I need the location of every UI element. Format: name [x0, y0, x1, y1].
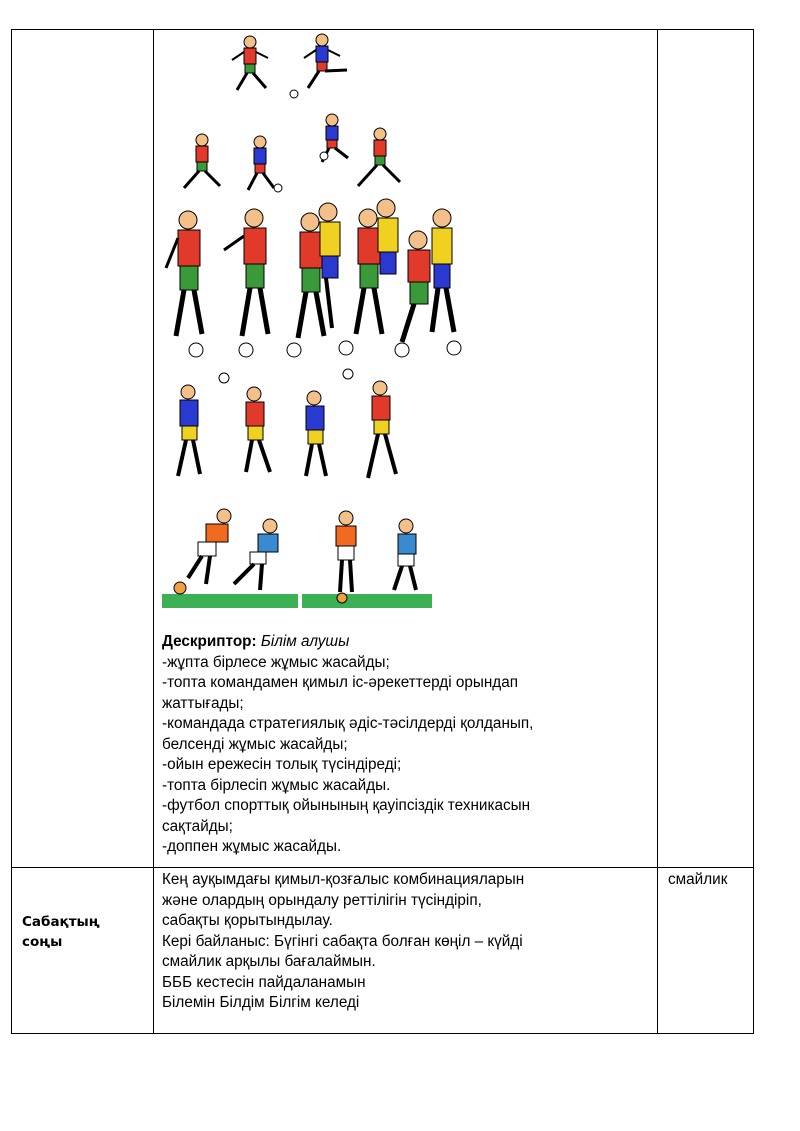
- descriptor-subject: Білім алушы: [260, 633, 350, 650]
- descriptor-line: белсенді жұмыс жасайды;: [162, 735, 348, 753]
- player-figure: [368, 381, 396, 478]
- player-figure: [336, 511, 356, 592]
- figure-players-heading: [162, 368, 412, 490]
- player-figure: [248, 136, 274, 190]
- ball-icon: [287, 343, 301, 357]
- player-figure: [166, 211, 202, 336]
- resource-text: смайлик: [668, 871, 728, 888]
- player-figure: [304, 34, 347, 88]
- stage-cell: [12, 868, 154, 1034]
- end-line: смайлик арқылы бағалаймын.: [162, 953, 376, 970]
- table-row: [12, 30, 754, 868]
- descriptor-heading: [162, 632, 653, 653]
- end-line: Білемін Білдім Білгім келеді: [162, 994, 360, 1011]
- grass-strip: [302, 594, 432, 608]
- figure-players-group: [162, 198, 467, 368]
- descriptor-line: -жұпта бірлесе жұмыс жасайды;: [162, 653, 390, 671]
- descriptor-line: -топта бірлесіп жұмыс жасайды.: [162, 776, 391, 794]
- ball-icon: [219, 373, 229, 383]
- player-figure: [306, 391, 326, 476]
- resource-cell-empty: [658, 30, 754, 868]
- stage-cell-empty: [12, 30, 154, 868]
- end-line: сабақты қорытындылау.: [162, 912, 333, 929]
- descriptor-line: -доппен жұмыс жасайды.: [162, 838, 342, 855]
- ball-icon: [320, 152, 328, 160]
- player-figure: [358, 128, 400, 186]
- lesson-plan-table: [11, 29, 754, 1034]
- descriptor-line: -командада стратегиялық әдіс-тәсілдерді қолданып,: [162, 715, 534, 732]
- player-figure: [377, 199, 398, 274]
- descriptor-line: жаттығады;: [162, 694, 244, 712]
- player-figure: [234, 519, 278, 590]
- ball-icon: [290, 90, 298, 98]
- player-figure: [232, 36, 268, 90]
- end-line: және олардың орындалу реттілігін түсіндіріп,: [162, 891, 482, 909]
- ball-icon: [343, 369, 353, 379]
- end-line: Кері байланыс: Бүгінгі сабақта болған көңіл – күйді: [162, 932, 523, 950]
- ball-icon: [189, 343, 203, 357]
- end-line: Кең ауқымдағы қимыл-қозғалыс комбинацияларын: [162, 871, 525, 888]
- ball-icon: [274, 184, 282, 192]
- ball-icon: [174, 582, 186, 594]
- end-activity-cell: [154, 868, 658, 1034]
- player-figure: [394, 519, 416, 590]
- figure-players-dribble: [162, 504, 432, 614]
- descriptor-label: Дескриптор:: [162, 633, 257, 650]
- end-activity-text: [154, 868, 657, 1014]
- descriptor-line: сақтайды;: [162, 817, 233, 835]
- descriptor-line: -топта командамен қимыл іс-әрекеттерді орындап: [162, 674, 519, 691]
- ball-icon: [447, 341, 461, 355]
- stage-label-line: Сабақтың: [22, 914, 100, 930]
- grass-strip: [162, 594, 298, 608]
- resource-cell: [658, 868, 754, 1034]
- ball-icon: [239, 343, 253, 357]
- player-figure: [432, 209, 454, 332]
- player-figure: [188, 509, 231, 584]
- table-row: [12, 868, 754, 1034]
- activity-cell: [154, 30, 658, 868]
- end-line: БББ кестесін пайдаланамын: [162, 973, 366, 991]
- ball-icon: [339, 341, 353, 355]
- illustrations: [154, 30, 657, 630]
- player-figure: [319, 203, 340, 328]
- stage-label: [12, 868, 153, 952]
- descriptor-line: -футбол спорттық ойынының қауіпсіздік техникасын: [162, 797, 531, 814]
- player-figure: [246, 387, 270, 472]
- player-figure: [184, 134, 220, 188]
- ball-icon: [395, 343, 409, 357]
- player-figure: [402, 231, 430, 342]
- descriptor-line: -ойын ережесін толық түсіндіреді;: [162, 756, 402, 773]
- descriptor-block: [154, 630, 657, 858]
- player-figure: [224, 209, 268, 336]
- figure-players-pairs: [162, 30, 420, 195]
- player-figure: [178, 385, 200, 476]
- ball-icon: [337, 593, 347, 603]
- stage-label-line: соңы: [22, 934, 63, 950]
